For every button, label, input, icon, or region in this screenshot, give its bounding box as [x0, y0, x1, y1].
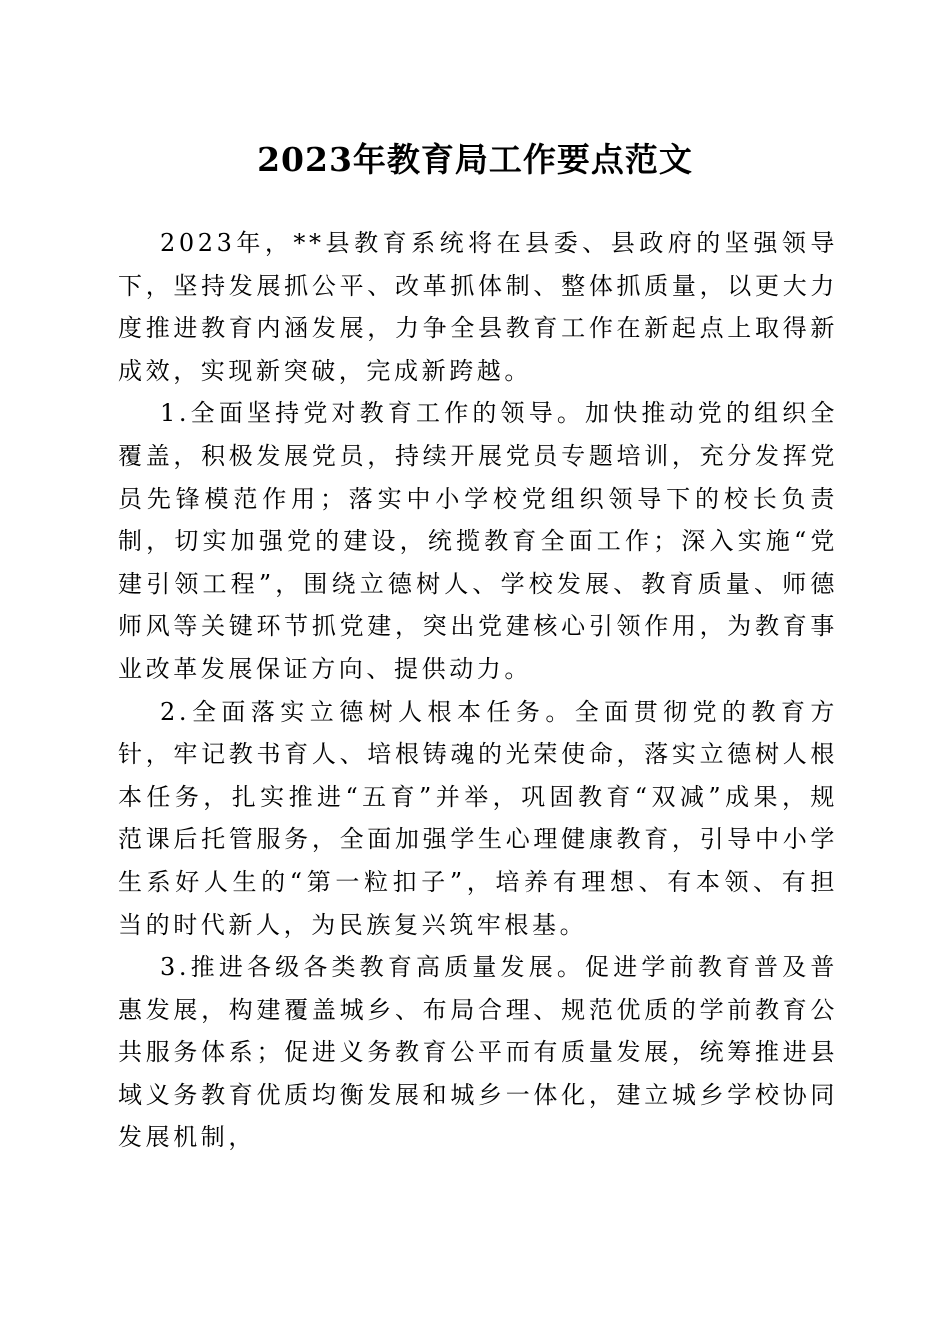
paragraph-item-2: 2.全面落实立德树人根本任务。全面贯彻党的教育方针，牢记教书育人、培根铸魂的光荣使命，落实立德树人根本任务，扎实推进“五育”并举，巩固教育“双减”成果，规范课后托管服务，全面加强学生心理健康教育，引导中小学生系好人生的“第一粒扣子”，培养有理想、有本领、有担当的时代新人，为民族复兴筑牢根基。: [118, 697, 838, 939]
paragraph-item-1: 1.全面坚持党对教育工作的领导。加快推动党的组织全覆盖，积极发展党员，持续开展党员专题培训，充分发挥党员先锋模范作用；落实中小学校党组织领导下的校长负责制，切实加强党的建设，统揽教育全面工作；深入实施“党建引领工程”，围绕立德树人、学校发展、教育质量、师德师风等关键环节抓党建，突出党建核心引领作用，为教育事业改革发展保证方向、提供动力。: [118, 399, 838, 683]
paragraph-item-3: 3.推进各级各类教育高质量发展。促进学前教育普及普惠发展，构建覆盖城乡、布局合理、规范优质的学前教育公共服务体系；促进义务教育公平而有质量发展，统筹推进县域义务教育优质均衡发展和城乡一体化，建立城乡学校协同发展机制，: [118, 953, 838, 1152]
document-title: 2023年教育局工作要点范文: [257, 140, 693, 179]
paragraph-intro: 2023年，**县教育系统将在县委、县政府的坚强领导下，坚持发展抓公平、改革抓体制、整体抓质量，以更大力度推进教育内涵发展，力争全县教育工作在新起点上取得新成效，实现新突破，完成新跨越。: [118, 229, 838, 385]
document-body: [118, 222, 838, 1159]
